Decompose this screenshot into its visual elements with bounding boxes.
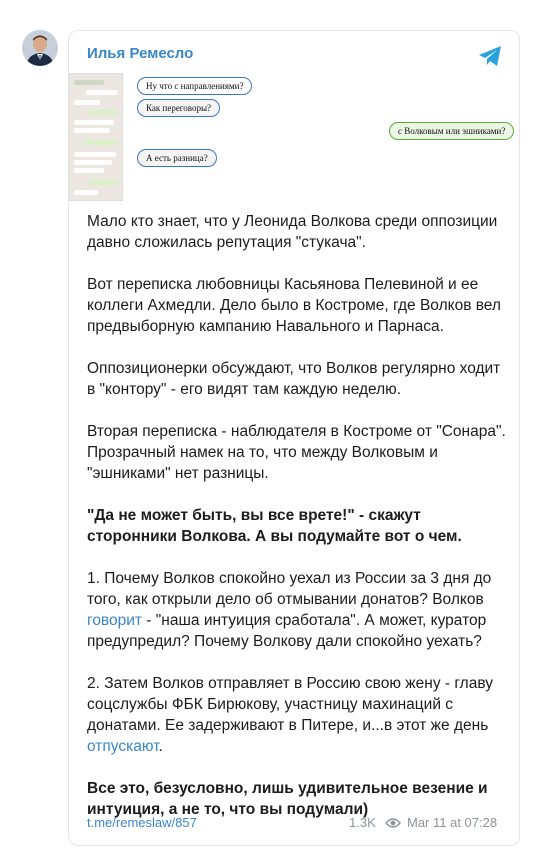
paragraph-text: - "наша интуиция сработала". А может, куратор предупредил? Почему Волкову дали спокойно уехать?	[87, 612, 487, 650]
post-paragraph-final: Все это, безусловно, лишь удивительное везение и интуиция, а не то, что вы подумали)	[87, 780, 488, 818]
view-count: 1.3K	[349, 815, 376, 830]
author-name[interactable]: Илья Ремесло	[87, 45, 194, 62]
paragraph-text: 1. Почему Волков спокойно уехал из России за 3 дня до того, как открыли дело об отмывании донатов? Волков	[87, 570, 492, 608]
post-paragraph: Мало кто знает, что у Леонида Волкова среди оппозиции давно сложилась репутация "стукача".	[87, 213, 498, 251]
telegram-icon[interactable]	[475, 41, 505, 71]
post-media[interactable]	[69, 73, 520, 201]
post-footer	[87, 815, 505, 835]
post-text	[87, 211, 507, 841]
chat-bubble: Ну что с направлениями?	[137, 77, 252, 95]
paragraph-text: 2. Затем Волков отправляет в Россию свою жену - главу соцслужбы ФБК Бирюкову, участницу махинаций с донатами. Ее задерживают в Питере, и...в этот же день	[87, 675, 493, 734]
paragraph-text: .	[158, 738, 163, 755]
released-link[interactable]: отпускают	[87, 738, 159, 755]
post-paragraph: Вторая переписка - наблюдателя в Костроме от "Сонара". Прозрачный намек на то, что между Волковым и "эшниками" нет разницы.	[87, 423, 506, 482]
post-paragraph-bold: "Да не может быть, вы все врете!" - скажут сторонники Волкова. А вы подумайте вот о чем.	[87, 507, 462, 545]
post-paragraph: Вот переписка любовницы Касьянова Пелевиной и ее коллеги Ахмедли. Дело было в Костроме, где Волков вел предвыборную кампанию Навального и Парнаса.	[87, 276, 501, 335]
eye-icon	[385, 817, 401, 829]
post-card	[68, 30, 520, 846]
post-date[interactable]: Mar 11 at 07:28	[407, 815, 498, 830]
chat-bubble: Как переговоры?	[137, 99, 220, 117]
author-avatar[interactable]	[22, 30, 58, 66]
says-link[interactable]: говорит	[87, 612, 142, 629]
chat-screenshot-thumbnail	[69, 73, 123, 201]
chat-bubble: с Волковым или эшниками?	[389, 122, 514, 140]
post-paragraph	[87, 673, 507, 757]
post-paragraph	[87, 568, 507, 652]
post-paragraph: Оппозиционерки обсуждают, что Волков регулярно ходит в "контору" - его видят там каждую неделю.	[87, 360, 501, 398]
chat-bubble: А есть разница?	[137, 149, 217, 167]
post-link[interactable]: t.me/remeslaw/857	[87, 815, 197, 830]
